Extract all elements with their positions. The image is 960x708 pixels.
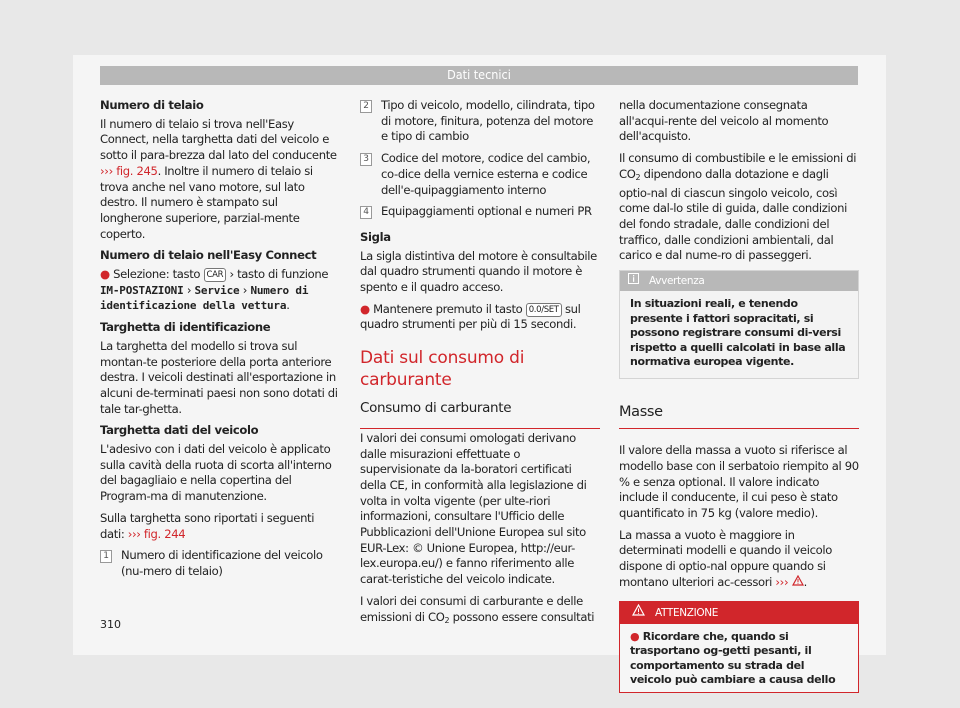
paragraph-documentazione: nella documentazione consegnata all'acqui-rente del veicolo al momento dell'acquisto.	[619, 98, 829, 144]
section-title-masse: Masse	[619, 405, 859, 430]
subsection-title-consumo: Consumo di carburante	[360, 400, 512, 417]
figure-link-245[interactable]: ››› fig. 245	[100, 163, 158, 178]
warning-header	[620, 602, 858, 624]
paragraph-masse-maggiore: La massa a vuoto è maggiore in determinati modelli e quando il veicolo dispone di optio-nal oppure quando si montano ulteriori ac-cessori ››› .	[619, 527, 832, 589]
bullet-icon: ●	[630, 629, 640, 643]
column-1	[100, 98, 340, 586]
item-number-badge: 3	[360, 153, 372, 166]
paragraph-masse-vuoto: Il valore della massa a vuoto si riferisce al modello base con il serbatoio riempito al 90 % e senza optional. Il valore indicato include il conducente, il cui peso è stato quantificato in 75 kg (valore medio).	[619, 443, 859, 521]
paragraph-numero-telaio: Il numero di telaio si trova nell'Easy Connect, nella targhetta dati del veicolo e sotto il para-brezza dal lato del conducente ››› fig. 245. Inoltre il numero di telaio si trova anche nel vano motore, sul lato destro. Il numero è stampato sul longherone superiore, parzial-mente coperto.	[100, 116, 337, 241]
car-key-icon: CAR	[204, 268, 227, 282]
paragraph-targhetta-dati: L'adesivo con i dati del veicolo è applicato sulla cavità della ruota di scorta all'interno del bagagliaio e nella copertina del Program-ma di manutenzione.	[100, 442, 332, 504]
bullet-selezione: ● Selezione: tasto CAR › tasto di funzione IM-POSTAZIONI › Service › Numero di identificazione della vettura.	[100, 267, 329, 313]
list-item-2: 2 Tipo di veicolo, modello, cilindrata, tipo di motore, finitura, potenza del motore e tipo di cambio	[360, 98, 600, 145]
heading-easy-connect: Numero di telaio nell'Easy Connect	[100, 248, 317, 263]
warning-box	[619, 601, 859, 693]
subsection-divider	[360, 428, 600, 429]
column-3	[619, 98, 859, 693]
heading-targhetta-identificazione: Targhetta di identificazione	[100, 320, 271, 335]
item-number-badge: 1	[100, 550, 112, 563]
set-key-icon: 0.0/SET	[526, 303, 562, 317]
paragraph-consumi-omologati: I valori dei consumi omologati derivano dalle misurazioni effettuate o supervisionate da la-boratori certificati della CE, in conformità alla legislazione di volta in volta vigente (per ulte-riori informazioni, consultare l'Ufficio delle Pubblicazioni dell'Unione Europea sul sito EUR-Lex: © Unione Europea, http://eur-lex.europa.eu/) e fanno riferimento alle carat-teristiche del veicolo indicate.	[360, 430, 587, 587]
note-body: In situazioni reali, e tenendo presente i fattori sopracitati, si possono registrare consumi di-versi rispetto a quelli calcolati in base alla normativa europea vigente.	[630, 297, 846, 369]
paragraph-sigla: La sigla distintiva del motore è consultabile dal quadro strumenti quando il motore è spento e il quadro acceso.	[360, 248, 597, 295]
bullet-icon: ●	[360, 301, 370, 316]
list-item-1: 1 Numero di identificazione del veicolo (nu-mero di telaio)	[100, 548, 340, 579]
bullet-mantenere: ● Mantenere premuto il tasto 0.0/SET sul quadro strumenti per più di 15 secondi.	[360, 301, 581, 332]
list-item-4: 4 Equipaggiamenti optional e numeri PR	[360, 204, 600, 220]
figure-link-244[interactable]: ››› fig. 244	[127, 526, 186, 541]
column-2	[360, 98, 600, 634]
warning-link[interactable]: ›››	[775, 574, 789, 589]
warning-body: ● Ricordare che, quando si trasportano og-getti pesanti, il comportamento su strada del veicolo può cambiare a causa dello	[630, 629, 836, 687]
note-box	[619, 270, 859, 379]
warning-triangle-icon	[792, 575, 804, 589]
bullet-icon: ●	[100, 267, 110, 282]
warning-icon	[632, 602, 645, 624]
heading-numero-telaio: Numero di telaio	[100, 98, 204, 112]
heading-sigla: Sigla	[360, 229, 391, 244]
paragraph-dati-riportati: Sulla targhetta sono riportati i seguenti dati: ››› fig. 244	[100, 510, 315, 541]
paragraph-consumo-emissioni: Il consumo di combustibile e le emissioni di $CO_2$ dipendono dalla dotazione e dagli optio-nal di ciascun singolo veicolo, così come dal-lo stile di guida, dalle condizioni del fondo stradale, dalle condizioni del traffico, dalle condizioni ambientali, dal carico e dal nume-ro di passeggeri.	[619, 151, 857, 263]
header-bar	[100, 66, 858, 85]
note-header	[620, 271, 858, 291]
paragraph-targhetta-identificazione: La targhetta del modello si trova sul montan-te posteriore della porta anteriore destra. I veicoli destinati all'esportazione in alcuni de-terminati paesi non sono dotati di tale tar-ghetta.	[100, 338, 338, 416]
item-number-badge: 2	[360, 100, 372, 113]
section-title-consumo: Dati sul consumo di carburante	[360, 348, 525, 391]
info-icon	[628, 271, 639, 291]
note-title: Avvertenza	[649, 275, 705, 288]
heading-targhetta-dati: Targhetta dati del veicolo	[100, 423, 259, 438]
warning-title: ATTENZIONE	[655, 606, 719, 619]
list-item-3: 3 Codice del motore, codice del cambio, co-dice della vernice esterna e codice dell'e-quipaggiamento interno	[360, 151, 600, 198]
page-title: Dati tecnici	[447, 67, 511, 82]
paragraph-consumi-co2: I valori dei consumi di carburante e delle emissioni di $CO_2$ possono essere consultati	[360, 593, 595, 625]
item-number-badge: 4	[360, 206, 372, 219]
page-number: 310	[100, 618, 121, 631]
